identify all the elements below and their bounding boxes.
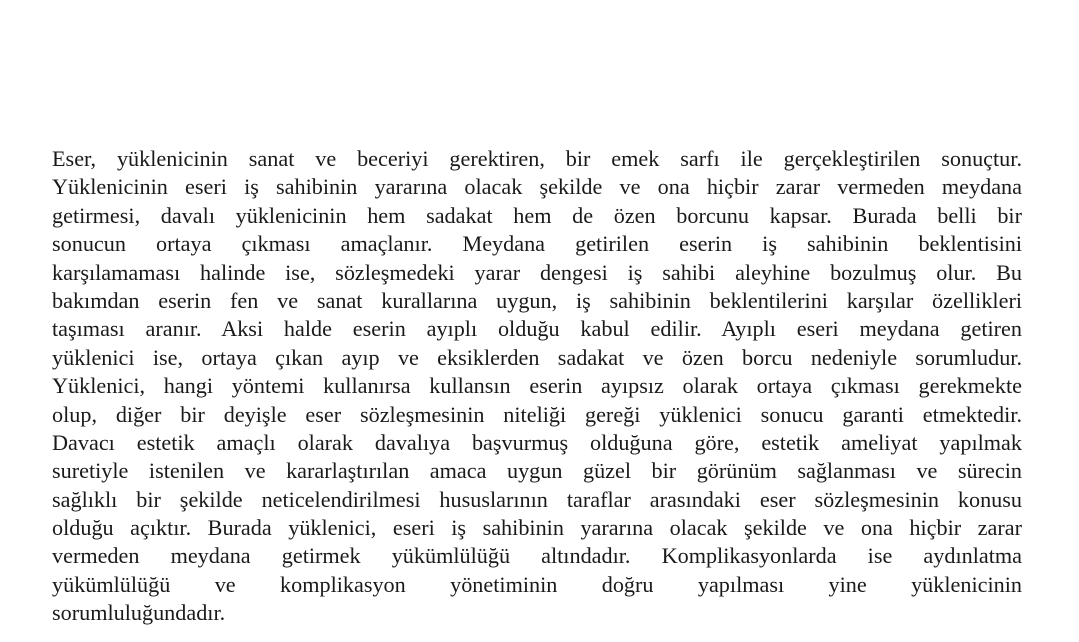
- paragraph-line: sonucun ortaya çıkması amaçlanır. Meydana getirilen eserin iş sahibinin beklentisini: [52, 231, 1022, 257]
- paragraph-line: sağlıklı bir şekilde neticelendirilmesi hususlarının taraflar arasındaki eser sözleşmesinin konusu: [52, 486, 1022, 512]
- paragraph-line: olduğu açıktır. Burada yüklenici, eseri iş sahibinin yararına olacak şekilde ve ona hiçbir zarar: [52, 515, 1022, 541]
- paragraph-line: yüklenici ise, ortaya çıkan ayıp ve eksiklerden sadakat ve özen borcu nedeniyle sorumludur.: [52, 344, 1022, 370]
- paragraph-line: bakımdan eserin fen ve sanat kurallarına uygun, iş sahibinin beklentilerini karşılar özellikleri: [52, 287, 1022, 313]
- paragraph-line: Yüklenici, hangi yöntemi kullanırsa kullansın eserin ayıpsız olarak ortaya çıkması gerekmekte: [52, 373, 1022, 399]
- paragraph-line: karşılamaması halinde ise, sözleşmedeki yarar dengesi iş sahibi aleyhine bozulmuş olur. Bu: [52, 259, 1022, 285]
- paragraph-line: olup, diğer bir deyişle eser sözleşmesinin niteliği gereği yüklenici sonucu garanti etmektedir.: [52, 401, 1022, 427]
- paragraph-line-last: sorumluluğundadır.: [52, 600, 226, 626]
- paragraph-line: Davacı estetik amaçlı olarak davalıya başvurmuş olduğuna göre, estetik ameliyat yapılmak: [52, 429, 1022, 455]
- paragraph-line: Eser, yüklenicinin sanat ve beceriyi gerektiren, bir emek sarfı ile gerçekleştirilen sonuçtur.: [52, 146, 1022, 171]
- paragraph-line: Yüklenicinin eseri iş sahibinin yararına olacak şekilde ve ona hiçbir zarar vermeden meydana: [52, 174, 1022, 200]
- paragraph-line: suretiyle istenilen ve kararlaştırılan amaca uygun güzel bir görünüm sağlanması ve sürecin: [52, 458, 1022, 484]
- paragraph-line: yükümlülüğü ve komplikasyon yönetiminin doğru yapılması yine yüklenicinin: [52, 571, 1022, 597]
- body-paragraph: [52, 145, 1022, 628]
- paragraph-line: vermeden meydana getirmek yükümlülüğü altındadır. Komplikasyonlarda ise aydınlatma: [52, 543, 1022, 569]
- paragraph-line: getirmesi, davalı yüklenicinin hem sadakat hem de özen borcunu kapsar. Burada belli bir: [52, 202, 1022, 228]
- paragraph-line: taşıması aranır. Aksi halde eserin ayıplı olduğu kabul edilir. Ayıplı eseri meydana getiren: [52, 316, 1022, 342]
